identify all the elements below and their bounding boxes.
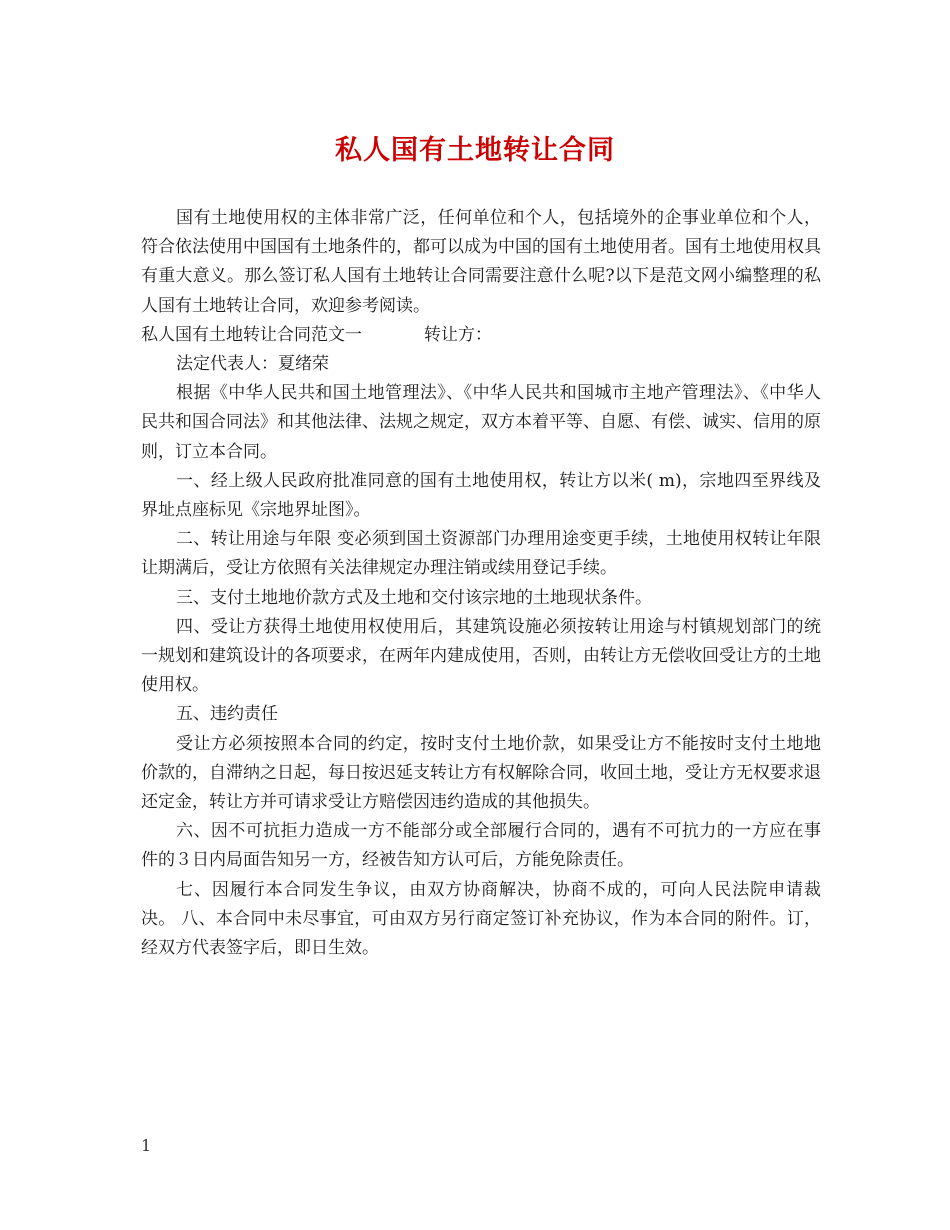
clause-6: 六、因不可抗拒力造成一方不能部分或全部履行合同的，遇有不可抗力的一方应在事件的３日内局面告知另一方，经被告知方认可后，方能免除责任。: [141, 821, 821, 871]
sample-heading: 私人国有土地转让合同范文一: [141, 324, 362, 345]
clause-5-body: 受让方必须按照本合同的约定，按时支付土地价款，如果受让方不能按时支付土地地价款的，自滞纳之日起，每日按迟延支转让方有权解除合同，收回土地，受让方无权要求退还定金，转让方并可请求受让方赔偿因违约造成的其他损失。: [141, 733, 821, 813]
sample-heading-line: [141, 321, 821, 350]
clause-2: 二、转让用途与年限 变必须到国土资源部门办理用途变更手续，土地使用权转让年限让期满后，受让方依照有关法律规定办理注销或续用登记手续。: [141, 529, 821, 579]
transferor-label: 转让方：: [424, 324, 492, 345]
intro-paragraph: 国有土地使用权的主体非常广泛，任何单位和个人，包括境外的企事业单位和个人，符合依法使用中国国有土地条件的，都可以成为中国的国有土地使用者。国有土地使用权具有重大意义。那么签订私人国有土地转让合同需要注意什么呢?以下是范文网小编整理的私人国有土地转让合同，欢迎参考阅读。: [141, 208, 821, 316]
clause-7-8: 七、因履行本合同发生争议，由双方协商解决，协商不成的，可向人民法院申请裁决。 八、本合同中未尽事宜，可由双方另行商定签订补充协议，作为本合同的附件。订，经双方代表签字后，即日生效。: [141, 879, 821, 959]
clause-3: 三、支付土地地价款方式及土地和交付该宗地的土地现状条件。: [176, 587, 652, 608]
clause-1: 一、经上级人民政府批准同意的国有土地使用权，转让方以米( m)，宗地四至界线及界址点座标见《宗地界址图》。: [141, 470, 821, 521]
legal-basis-paragraph: 根据《中华人民共和国土地管理法》、《中华人民共和国城市主地产管理法》、《中华人民共和国合同法》和其他法律、法规之规定，双方本着平等、自愿、有偿、诚实、信用的原则，订立本合同。: [141, 383, 821, 462]
clause-4: 四、受让方获得土地使用权使用后，其建筑设施必须按转让用途与村镇规划部门的统一规划和建筑设计的各项要求，在两年内建成使用，否则，由转让方无偿收回受让方的土地使用权。: [141, 616, 821, 696]
document-title: 私人国有土地转让合同: [335, 135, 615, 166]
page-number: 1: [141, 1136, 152, 1155]
legal-representative: 法定代表人：夏绪荣: [176, 354, 329, 375]
clause-5-heading: 五、违约责任: [176, 704, 278, 725]
document-body: [141, 204, 821, 963]
